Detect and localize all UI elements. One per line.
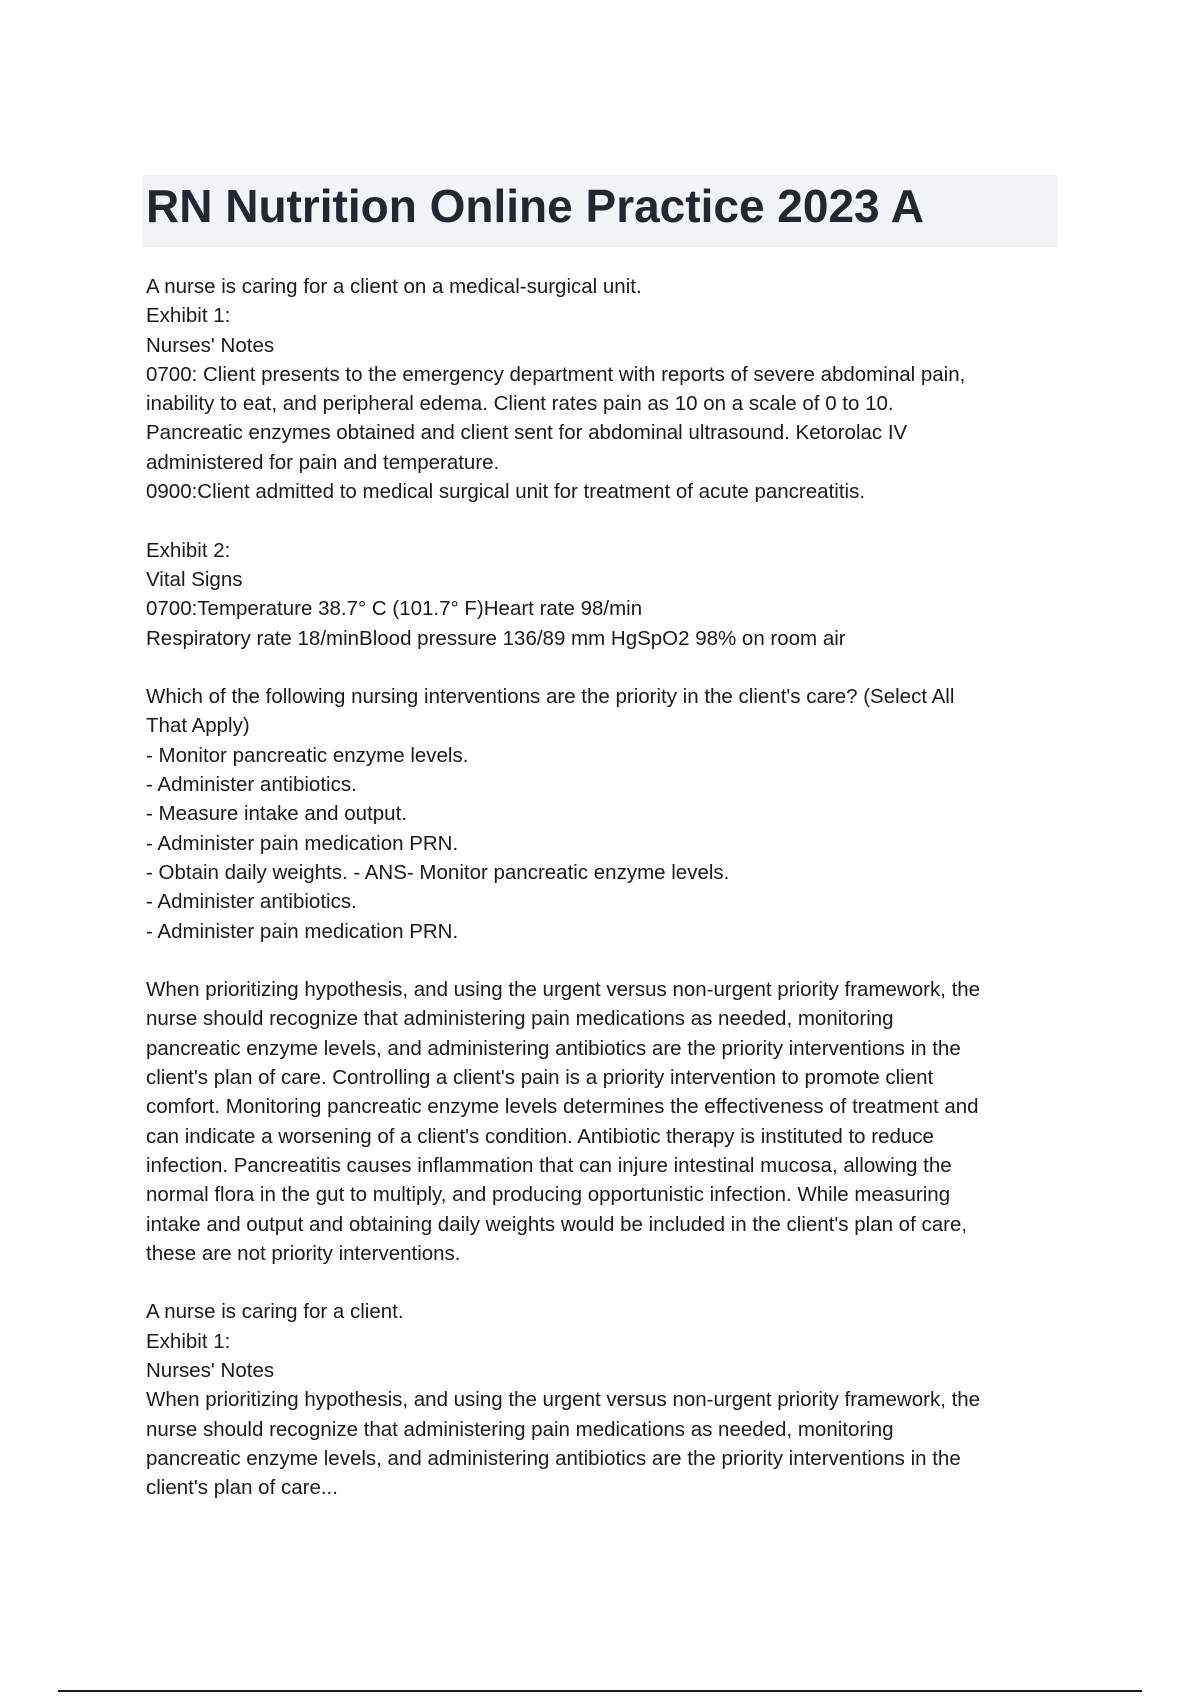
- nurses-notes-line: Pancreatic enzymes obtained and client sent for abdominal ultrasound. Ketorolac IV: [146, 421, 908, 445]
- preview-line: nurse should recognize that administering pain medications as needed, monitoring: [146, 1417, 894, 1441]
- question-1: [146, 272, 1062, 1268]
- question-2: [146, 1297, 1062, 1502]
- nurses-notes-line: 0900:Client admitted to medical surgical unit for treatment of acute pancreatitis.: [146, 480, 866, 504]
- exhibit-label: Exhibit 2:: [146, 538, 231, 562]
- rationale-line: pancreatic enzyme levels, and administering antibiotics are the priority interventions in the: [146, 1036, 961, 1060]
- rationale-line: comfort. Monitoring pancreatic enzyme levels determines the effectiveness of treatment and: [146, 1095, 979, 1119]
- page-title: RN Nutrition Online Practice 2023 A: [146, 180, 924, 232]
- question-text: Which of the following nursing interventions are the priority in the client's care? (Select All: [146, 685, 955, 709]
- exhibit-heading: Vital Signs: [146, 567, 243, 591]
- spacer: [146, 1268, 1062, 1297]
- answer-option: - Administer pain medication PRN.: [146, 831, 459, 855]
- nurses-notes-line: inability to eat, and peripheral edema. Client rates pain as 10 on a scale of 0 to 10.: [146, 392, 894, 416]
- answer-option: - Measure intake and output.: [146, 802, 407, 826]
- nurses-notes-line: administered for pain and temperature.: [146, 450, 500, 474]
- vital-signs-line: 0700:Temperature 38.7° C (101.7° F)Heart rate 98/min: [146, 597, 643, 621]
- vital-signs-line: Respiratory rate 18/minBlood pressure 136/89 mm HgSpO2 98% on room air: [146, 626, 846, 650]
- question-text: That Apply): [146, 714, 250, 738]
- spacer: [146, 946, 1062, 975]
- preview-line: client's plan of care...: [146, 1476, 338, 1500]
- rationale-line: intake and output and obtaining daily weights would be included in the client's plan of care,: [146, 1212, 968, 1236]
- rationale-line: When prioritizing hypothesis, and using the urgent versus non-urgent priority framework, the: [146, 978, 981, 1002]
- rationale-line: infection. Pancreatitis causes inflammation that can injure intestinal mucosa, allowing the: [146, 1153, 952, 1177]
- nurses-notes-line: 0700: Client presents to the emergency department with reports of severe abdominal pain,: [146, 362, 966, 386]
- exhibit-heading: Nurses' Notes: [146, 333, 275, 357]
- spacer: [146, 653, 1062, 682]
- exhibit-label: Exhibit 1:: [146, 304, 231, 328]
- rationale-line: can indicate a worsening of a client's condition. Antibiotic therapy is instituted to reduce: [146, 1124, 934, 1148]
- answer-option: - Monitor pancreatic enzyme levels.: [146, 743, 469, 767]
- question-intro: A nurse is caring for a client.: [146, 1300, 404, 1324]
- answer-option: - Administer antibiotics.: [146, 890, 357, 914]
- question-intro: A nurse is caring for a client on a medical-surgical unit.: [146, 275, 642, 298]
- exhibit-heading: Nurses' Notes: [146, 1358, 275, 1382]
- rationale-line: client's plan of care. Controlling a client's pain is a priority intervention to promote client: [146, 1066, 934, 1090]
- answer-option: - Administer antibiotics.: [146, 773, 357, 797]
- preview-line: When prioritizing hypothesis, and using the urgent versus non-urgent priority framework, the: [146, 1388, 981, 1412]
- spacer: [146, 506, 1062, 535]
- rationale-line: nurse should recognize that administering pain medications as needed, monitoring: [146, 1007, 894, 1031]
- document-body: [146, 272, 1062, 1502]
- answer-option: - Obtain daily weights. - ANS- Monitor pancreatic enzyme levels.: [146, 860, 730, 884]
- rationale-line: normal flora in the gut to multiply, and producing opportunistic infection. While measuring: [146, 1183, 951, 1207]
- rationale-line: these are not priority interventions.: [146, 1241, 461, 1265]
- exhibit-label: Exhibit 1:: [146, 1329, 231, 1353]
- footer-divider: [58, 1690, 1142, 1692]
- answer-option: - Administer pain medication PRN.: [146, 919, 459, 943]
- preview-line: pancreatic enzyme levels, and administering antibiotics are the priority interventions in the: [146, 1446, 961, 1470]
